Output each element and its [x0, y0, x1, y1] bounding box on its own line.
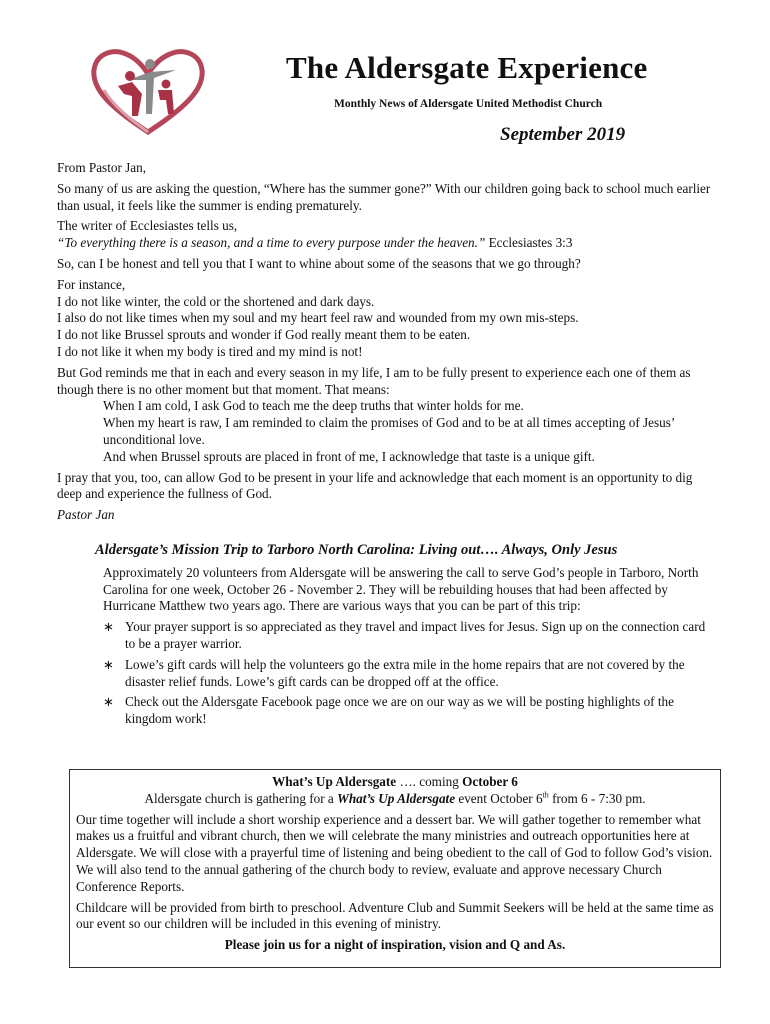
church-logo-heart-icon [88, 44, 208, 140]
whats-up-paragraph: Our time together will include a short worship experience and a dessert bar. We will gather together to remember what makes us a fruitful and vibrant church, then we will celebrate the many ministries and outreach opportunities here at Aldersgate. We will close with a prayerful time of listening and being obedient to the call of God to follow God’s vision. We will also tend to the annual gathering of the church body to review, evaluate and approve necessary Church Conference Reports. [76, 811, 713, 894]
issue-date: September 2019 [500, 124, 626, 145]
list-item-text: Lowe’s gift cards will help the volunteers go the extra mile in the home repairs that are not covered by the disaster relief funds. Lowe’s gift cards can be dropped off at the office. [125, 656, 685, 689]
letter-line: For instance, [57, 276, 126, 292]
whats-up-event-name: What’s Up Aldersgate [337, 790, 456, 806]
newsletter-body [57, 160, 717, 732]
whats-up-title [76, 774, 714, 791]
letter-line: I do not like Brussel sprouts and wonder if God really meant them to be eaten. [57, 327, 471, 343]
letter-line: I do not like it when my body is tired and my mind is not! [57, 343, 363, 359]
letter-paragraph: So, can I be honest and tell you that I want to whine about some of the seasons that we go through? [57, 255, 581, 271]
letter-line: And when Brussel sprouts are placed in front of me, I acknowledge that taste is a unique gift. [103, 448, 595, 464]
letter-text: The writer of Ecclesiastes tells us, [57, 218, 238, 234]
letter-line: I also do not like times when my soul and my heart feel raw and wounded from my own mis-steps. [57, 310, 579, 326]
letter-greeting: From Pastor Jan, [57, 160, 147, 175]
whats-up-closing: Please join us for a night of inspiration, vision and Q and As. [224, 937, 566, 953]
bullet-asterisk-icon: ∗ [103, 619, 115, 635]
letter-paragraph [57, 365, 717, 399]
letter-indented-block [57, 398, 717, 465]
newsletter-title: The Aldersgate Experience [286, 50, 648, 85]
ordinal-suffix: th [542, 790, 549, 800]
letter-line: When I am cold, I ask God to teach me the deep truths that winter holds for me. [103, 398, 524, 414]
list-item-text: Check out the Aldersgate Facebook page once we are on our way as we will be posting highlights of the kingdom work! [125, 694, 674, 727]
letter-signature: Pastor Jan [57, 507, 115, 523]
letter-paragraph: So many of us are asking the question, “Where has the summer gone?” With our children going back to school much earlier than usual, it feels like the summer is ending prematurely. [57, 180, 711, 213]
whats-up-title-mid: …. coming [396, 774, 463, 789]
list-item [103, 694, 717, 728]
letter-paragraph [57, 277, 717, 361]
letter-line: When my heart is raw, I am reminded to claim the promises of God and to be at all times accepting of Jesus’ unconditional love. [103, 415, 675, 447]
letter-paragraph: I pray that you, too, can allow God to be present in your life and acknowledge that each moment is an opportunity to dig deep and experience the fullness of God. [57, 469, 693, 502]
letter-text: But God reminds me that in each and every season in my life, I am to be fully present to experience each one of them as though there is no other moment but that moment. That means: [57, 364, 691, 397]
bullet-asterisk-icon: ∗ [103, 694, 115, 710]
whats-up-subline-text: Aldersgate church is gathering for a [144, 790, 338, 806]
mission-section [103, 565, 717, 728]
bullet-asterisk-icon: ∗ [103, 656, 115, 672]
list-item [103, 619, 717, 653]
whats-up-paragraph: Childcare will be provided from birth to preschool. Adventure Club and Summit Seekers will be held at the same time as our event so our children will be included in this evening of ministry. [76, 899, 714, 932]
letter-line: I do not like winter, the cold or the shortened and dark days. [57, 293, 375, 309]
whats-up-subline-text: event October 6 [455, 790, 543, 806]
list-item-text: Your prayer support is so appreciated as they travel and impact lives for Jesus. Sign up on the connection card to be a prayer warrior. [125, 619, 706, 651]
whats-up-subline-text: from 6 - 7:30 pm. [548, 790, 646, 806]
whats-up-subline [76, 791, 714, 808]
whats-up-box [69, 769, 721, 968]
newsletter-subtitle: Monthly News of Aldersgate United Methodist Church [334, 98, 603, 110]
mission-intro: Approximately 20 volunteers from Aldersgate will be answering the call to serve God’s people in Tarboro, North Carolina for one week, October 26 - November 2. They will be rebuilding houses that had been affected by Hurricane Matthew two years ago. There are various ways that you can be part of this trip: [103, 564, 699, 614]
whats-up-title-date: October 6 [462, 774, 518, 789]
letter-paragraph [57, 218, 717, 252]
whats-up-title-text: What’s Up Aldersgate [272, 774, 397, 789]
scripture-quote: “To everything there is a season, and a time to every purpose under the heaven.” [57, 235, 486, 251]
mission-heading: Aldersgate’s Mission Trip to Tarboro North Carolina: Living out…. Always, Only Jesus [95, 541, 618, 558]
list-item [103, 657, 717, 691]
scripture-reference: Ecclesiastes 3:3 [485, 235, 573, 251]
